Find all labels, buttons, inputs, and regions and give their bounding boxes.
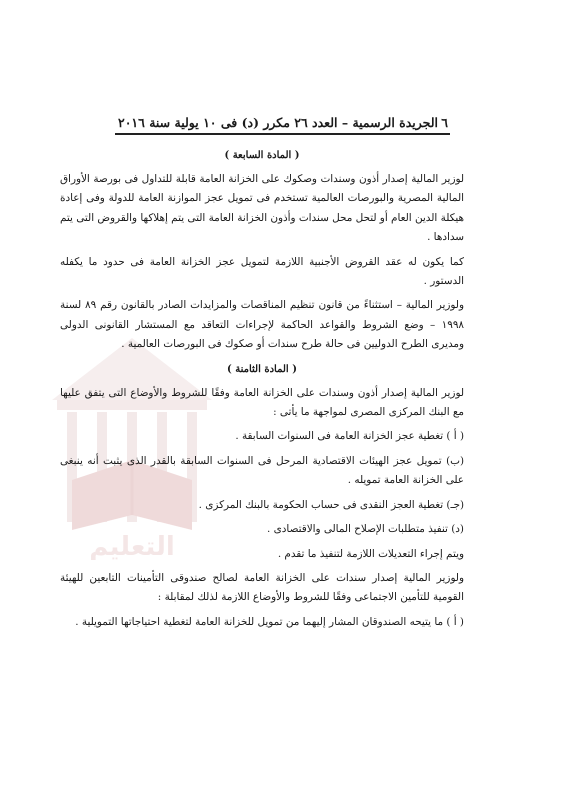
article-seven-paragraph-1: لوزير المالية إصدار أذون وسندات وصكوك على الخزانة العامة قابلة للتداول فى بورصة الأوراق المالية المصرية والبورصات العالمية تستخدم فى تمويل عجز الموازنة العامة للدولة وفى إعادة هيكلة الدين العام أو لتحل محل سندات وأذون الخزانة العامة التى يتم إهلاكها والقروض التى يتم سدادها .: [60, 173, 464, 244]
article-eight-item-b: (ب) تمويل عجز الهيئات الاقتصادية المرحل فى السنوات السابقة بالقدر الذى يثبت أنه ينبغى على الخزانة العامة تمويله .: [60, 454, 464, 487]
article-eight-intro: لوزير المالية إصدار أذون وسندات على الخزانة العامة وفقًا للشروط والأوضاع التى يتفق عليها مع البنك المركزى المصرى لمواجهة ما يأتى :: [60, 386, 464, 419]
article-eight-item2-a: ( أ ) ما يتيحه الصندوقان المشار إليهما من تمويل للخزانة العامة لتغطية احتياجاتها التمويلية .: [75, 615, 464, 628]
article-seven-paragraph-3: ولوزير المالية – استثناءً من قانون تنظيم المناقصات والمزايدات الصادر بالقانون رقم ٨٩ لسنة ١٩٩٨ – وضع الشروط والقواعد الحاكمة لإجراءات التعاقد مع المستشار القانونى الدولى ومديرى الطرح الدوليين فى حالة طرح سندات أو صكوك فى البورصات العالمية .: [60, 299, 464, 351]
page-header: [118, 112, 448, 132]
article-eight-paragraph-2: ولوزير المالية إصدار سندات على الخزانة العامة لصالح صندوقى التأمينات التابعين للهيئة القومية للتأمين الاجتماعى وفقًا للشروط والأوضاع اللازمة لذلك لمقابلة :: [60, 571, 464, 604]
header-rule: [115, 133, 450, 135]
article-eight-closing: ويتم إجراء التعديلات اللازمة لتنفيذ ما تقدم .: [277, 547, 464, 560]
article-eight-item-c: (جـ) تغطية العجز النقدى فى حساب الحكومة بالبنك المركزى .: [198, 498, 464, 511]
gazette-title: الجريدة الرسمية – العدد ٢٦ مكرر (د) فى ١٠ يولية سنة ٢٠١٦: [118, 114, 438, 130]
document-body: [60, 146, 464, 637]
page-number: ٦: [441, 114, 448, 130]
article-seven-heading: ( المادة السابعة ): [224, 150, 300, 161]
article-eight-item-d: (د) تنفيذ متطلبات الإصلاح المالى والاقتصادى .: [267, 523, 464, 536]
watermark-text: التعليم: [89, 532, 175, 560]
article-eight-heading: ( المادة الثامنة ): [227, 363, 297, 375]
article-eight-item-a: ( أ ) تغطية عجز الخزانة العامة فى السنوات السابقة .: [235, 430, 464, 443]
article-seven-paragraph-2: كما يكون له عقد القروض الأجنبية اللازمة لتمويل عجز الخزانة العامة فى حدود ما يكفله الدستور .: [60, 255, 464, 288]
